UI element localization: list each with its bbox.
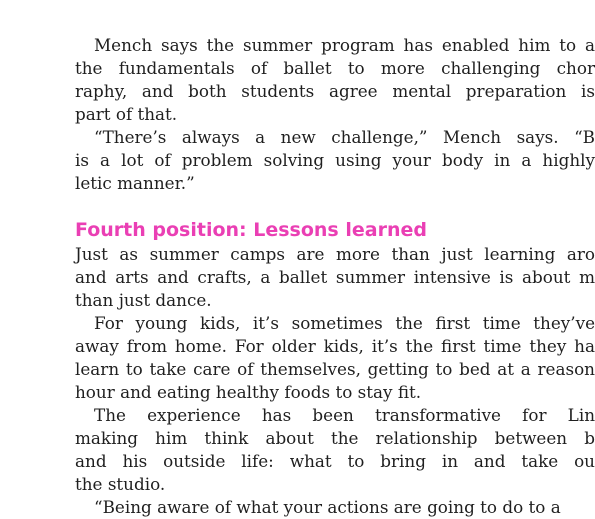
paragraph-5-line-2: making him think about the relationship between b [75, 428, 595, 448]
paragraph-2-line-3: letic manner.” [75, 173, 195, 193]
paragraph-1-line-2: the fundamentals of ballet to more challenging chor [75, 58, 595, 78]
paragraph-5-line-3: and his outside life: what to bring in and take ou [75, 451, 595, 471]
paragraph-4-line-1: For young kids, it’s sometimes the first time they’ve [94, 313, 595, 333]
paragraph-2-line-2: is a lot of problem solving using your body in a highly [75, 150, 595, 170]
paragraph-4-line-3: learn to take care of themselves, getting to bed at a reason [75, 359, 595, 379]
paragraph-5-line-1: The experience has been transformative for Lin [94, 405, 595, 425]
paragraph-1-line-1: Mench says the summer program has enabled him to a [94, 35, 595, 55]
paragraph-1-line-3: raphy, and both students agree mental preparation is [75, 81, 595, 101]
paragraph-4-line-2: away from home. For older kids, it’s the first time they ha [75, 336, 595, 356]
paragraph-1-line-4: part of that. [75, 104, 178, 124]
paragraph-5-line-4: the studio. [75, 474, 166, 494]
paragraph-3-line-3: than just dance. [75, 290, 212, 310]
paragraph-4-line-4: hour and eating healthy foods to stay fit. [75, 382, 422, 402]
paragraph-2-line-1: “There’s always a new challenge,” Mench says. “B [94, 127, 595, 147]
paragraph-6-line-1: “Being aware of what your actions are going to do to a [94, 497, 561, 517]
paragraph-3-line-1: Just as summer camps are more than just learning aro [75, 244, 595, 264]
section-heading: Fourth position: Lessons learned [75, 219, 427, 241]
paragraph-3-line-2: and arts and crafts, a ballet summer intensive is about m [75, 267, 595, 287]
